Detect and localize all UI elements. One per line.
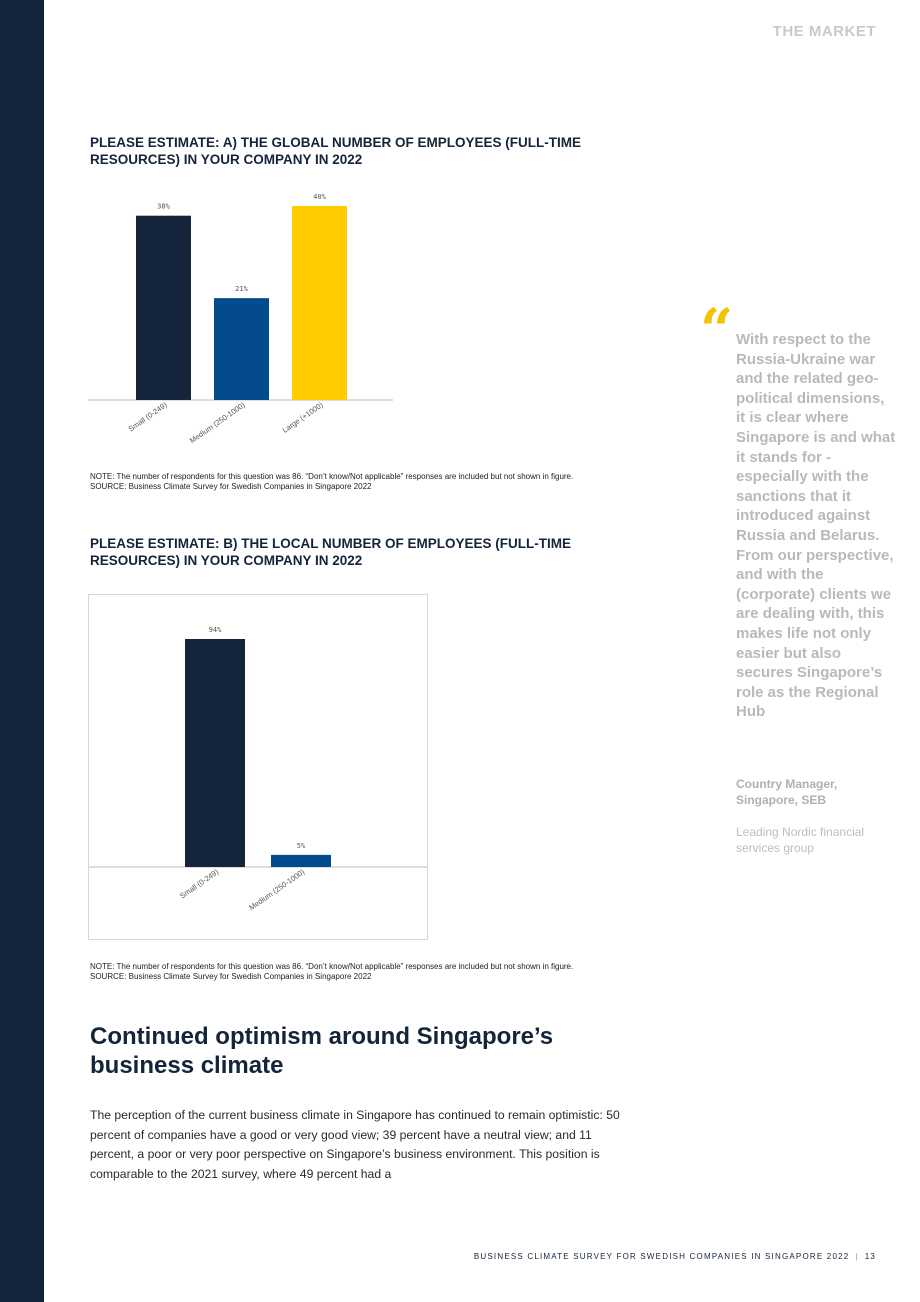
chart2-title: PLEASE ESTIMATE: B) THE LOCAL NUMBER OF EMPLOYEES (FULL-TIME RESOURCES) IN YOUR COMPANY IN 2022 <box>90 536 571 568</box>
footer-separator: | <box>855 1252 859 1261</box>
page-footer <box>474 1252 876 1261</box>
chart2-note <box>90 962 630 981</box>
article-body: The perception of the current business climate in Singapore has continued to remain optimistic: 50 percent of companies have a good or very good view; 39 percent have a neutral view; and 11 percent, a poor or very poor perspective on Singapore’s business environment. This position is comparable to the 2021 survey, where 49 percent had a <box>90 1108 620 1181</box>
chart1-global-employees <box>88 168 398 460</box>
chart2-note-text: NOTE: The number of respondents for this question was 86. “Don’t know/Not applicable” responses are included but not shown in figure. <box>90 962 574 971</box>
x-tick-label: Small (0-249) <box>126 400 169 434</box>
x-tick-label: Small (0-249) <box>178 867 221 901</box>
chart1-note <box>90 472 630 491</box>
quote-organization: Leading Nordic financial services group <box>736 825 865 855</box>
chart2-local-employees <box>88 594 428 940</box>
x-tick-label: Medium (250-1000) <box>187 400 247 446</box>
chart1-note-text: NOTE: The number of respondents for this question was 86. “Don’t know/Not applicable” responses are included but not shown in figure. <box>90 472 574 481</box>
x-tick-label: Medium (250-1000) <box>247 867 307 913</box>
footer-text: BUSINESS CLIMATE SURVEY FOR SWEDISH COMPANIES IN SINGAPORE 2022 <box>473 1252 850 1261</box>
sidebar-band <box>0 0 44 1302</box>
bar-large-1000 <box>292 206 347 400</box>
bar-value-label: 40% <box>313 193 326 201</box>
bar-value-label: 94% <box>208 626 222 634</box>
bar-value-label: 38% <box>157 202 170 211</box>
bar-medium-250-1000 <box>214 298 269 400</box>
x-tick-label: Large (+1000) <box>280 400 325 435</box>
section-label: THE MARKET <box>772 23 876 40</box>
bar-value-label: 5% <box>296 841 306 850</box>
bar-small-0-249 <box>136 216 191 400</box>
chart1-source-text: SOURCE: Business Climate Survey for Swedish Companies in Singapore 2022 <box>90 481 372 491</box>
page-number: 13 <box>864 1252 876 1261</box>
quote-author: Country Manager, Singapore, SEB <box>736 777 838 807</box>
chart-frame <box>89 595 428 940</box>
quote-text: With respect to the Russia-Ukraine war and the related geo-political dimensions, it is clear where Singapore is and what it stands for - especially with the sanctions that it introduced against Russia and Belarus. From our perspective, and with the (corporate) clients we are dealing with, this makes life not only easier but also secures Singapore’s role as the Regional Hub <box>736 331 896 721</box>
article-heading: Continued optimism around Singapore’s business climate <box>90 1023 554 1079</box>
quote-mark-icon: “ <box>700 296 734 364</box>
bar-value-label: 21% <box>235 285 248 294</box>
bar-small-0-249 <box>185 639 245 867</box>
chart1-title: PLEASE ESTIMATE: A) THE GLOBAL NUMBER OF EMPLOYEES (FULL-TIME RESOURCES) IN YOUR COMPANY IN 2022 <box>90 135 581 167</box>
bar-medium-250-1000 <box>271 855 331 867</box>
chart2-source-text: SOURCE: Business Climate Survey for Swedish Companies in Singapore 2022 <box>90 971 372 981</box>
